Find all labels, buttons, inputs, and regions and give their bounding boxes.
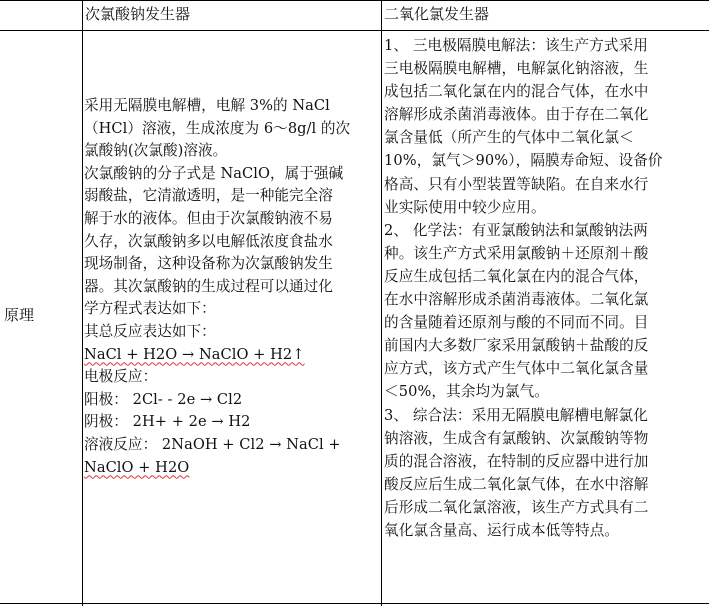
col2-line: 后形成二氧化氯溶液，该生产方式具有二 — [384, 498, 649, 516]
col2-line: 2、 化学法：有亚氯酸钠法和氯酸钠法两 — [384, 221, 648, 239]
col1-line: 电极反应： — [84, 368, 158, 386]
header-cell-chlorine-dioxide: 二氧化氯发生器 — [384, 5, 490, 23]
col2-line: 格高、只有小型装置等缺陷。在自来水行 — [384, 175, 649, 193]
col2-line: 前国内大多数厂家采用氯酸钠＋盐酸的反 — [384, 337, 649, 355]
col1-line: 氯酸钠(次氯酸)溶液。 — [84, 142, 228, 160]
col2-line: 1、 三电极隔膜电解法：该生产方式采用 — [384, 37, 648, 54]
col1-line: 其总反应表达如下： — [84, 322, 216, 340]
col1-line: 采用无隔膜电解槽，电解 3%的 NaCl — [84, 97, 330, 114]
col1-line: 器。其次氯酸钠的生成过程可以通过化 — [84, 277, 333, 295]
col1-line: 次氯酸钠的分子式是 NaClO，属于强碱 — [84, 164, 344, 182]
total-reaction-equation: NaCl + H2O → NaClO + H2↑ — [84, 345, 305, 363]
table-border-top — [0, 0, 709, 1]
column-divider-1 — [82, 0, 83, 606]
col2-line: 溶解形成杀菌消毒液体。由于存在二氧化 — [384, 106, 649, 124]
col2-line: 钠溶液，生成含有氯酸钠、次氯酸钠等物 — [384, 429, 649, 447]
header-cell-hypochlorite: 次氯酸钠发生器 — [85, 5, 191, 23]
col1-line: （HCl）溶液，生成浓度为 6～8g/l 的次 — [84, 119, 351, 137]
solution-reaction: 溶液反应： 2NaOH + Cl2 → NaCl + — [84, 435, 341, 453]
col2-line: 质的混合溶液，在特制的反应器中进行加 — [384, 452, 649, 470]
col2-line: 3、 综合法：采用无隔膜电解槽电解氯化 — [384, 406, 648, 424]
col2-line: 氯含量低（所产生的气体中二氧化氯＜ — [384, 129, 634, 147]
col2-line: 10%，氯气＞90%），隔膜寿命短、设备价 — [384, 152, 663, 170]
col2-line: 业实际使用中较少应用。 — [384, 198, 546, 216]
col2-line: 成包括二氧化氯在内的混合气体，在水中 — [384, 83, 649, 101]
hypochlorite-principle-cell — [84, 95, 382, 479]
col2-line: 三电极隔膜电解槽，电解氯化钠溶液，生 — [384, 60, 649, 78]
col1-line: 现场制备，这种设备称为次氯酸钠发生 — [84, 255, 333, 273]
anode-reaction: 阳极： 2Cl- - 2e → Cl2 — [84, 390, 243, 408]
table-border-bottom — [0, 603, 709, 604]
col1-line: 久存，次氯酸钠多以电解低浓度食盐水 — [84, 232, 333, 250]
col2-line: 反应生成包括二氧化氯在内的混合气体， — [384, 267, 649, 285]
col2-line: 应方式，该方式产生气体中二氧化氯含量 — [384, 360, 649, 378]
col1-line: 解于水的液体。但由于次氯酸钠液不易 — [84, 209, 333, 227]
col2-line: 酸反应后生成二氧化氯气体，在水中溶解 — [384, 475, 649, 493]
col1-line: 学方程式表达如下： — [84, 300, 216, 318]
solution-reaction-cont: NaClO + H2O — [84, 458, 190, 476]
col2-line: 氧化氯含量高、运行成本低等特点。 — [384, 521, 620, 539]
header-row-divider — [0, 30, 709, 31]
col1-line: 弱酸盐，它清澈透明，是一种能完全溶 — [84, 187, 333, 205]
col2-line: ＜50%，其余均为氯气。 — [384, 383, 549, 401]
col2-line: 在水中溶解形成杀菌消毒液体。二氧化氯 — [384, 291, 649, 309]
row-label-principle: 原理 — [4, 306, 35, 324]
col2-line: 的含量随着还原剂与酸的不同而不同。目 — [384, 314, 649, 332]
chlorine-dioxide-principle-cell — [384, 34, 708, 542]
cathode-reaction: 阴极： 2H+ + 2e → H2 — [84, 413, 251, 431]
col2-line: 种。该生产方式采用氯酸钠＋还原剂＋酸 — [384, 244, 649, 262]
